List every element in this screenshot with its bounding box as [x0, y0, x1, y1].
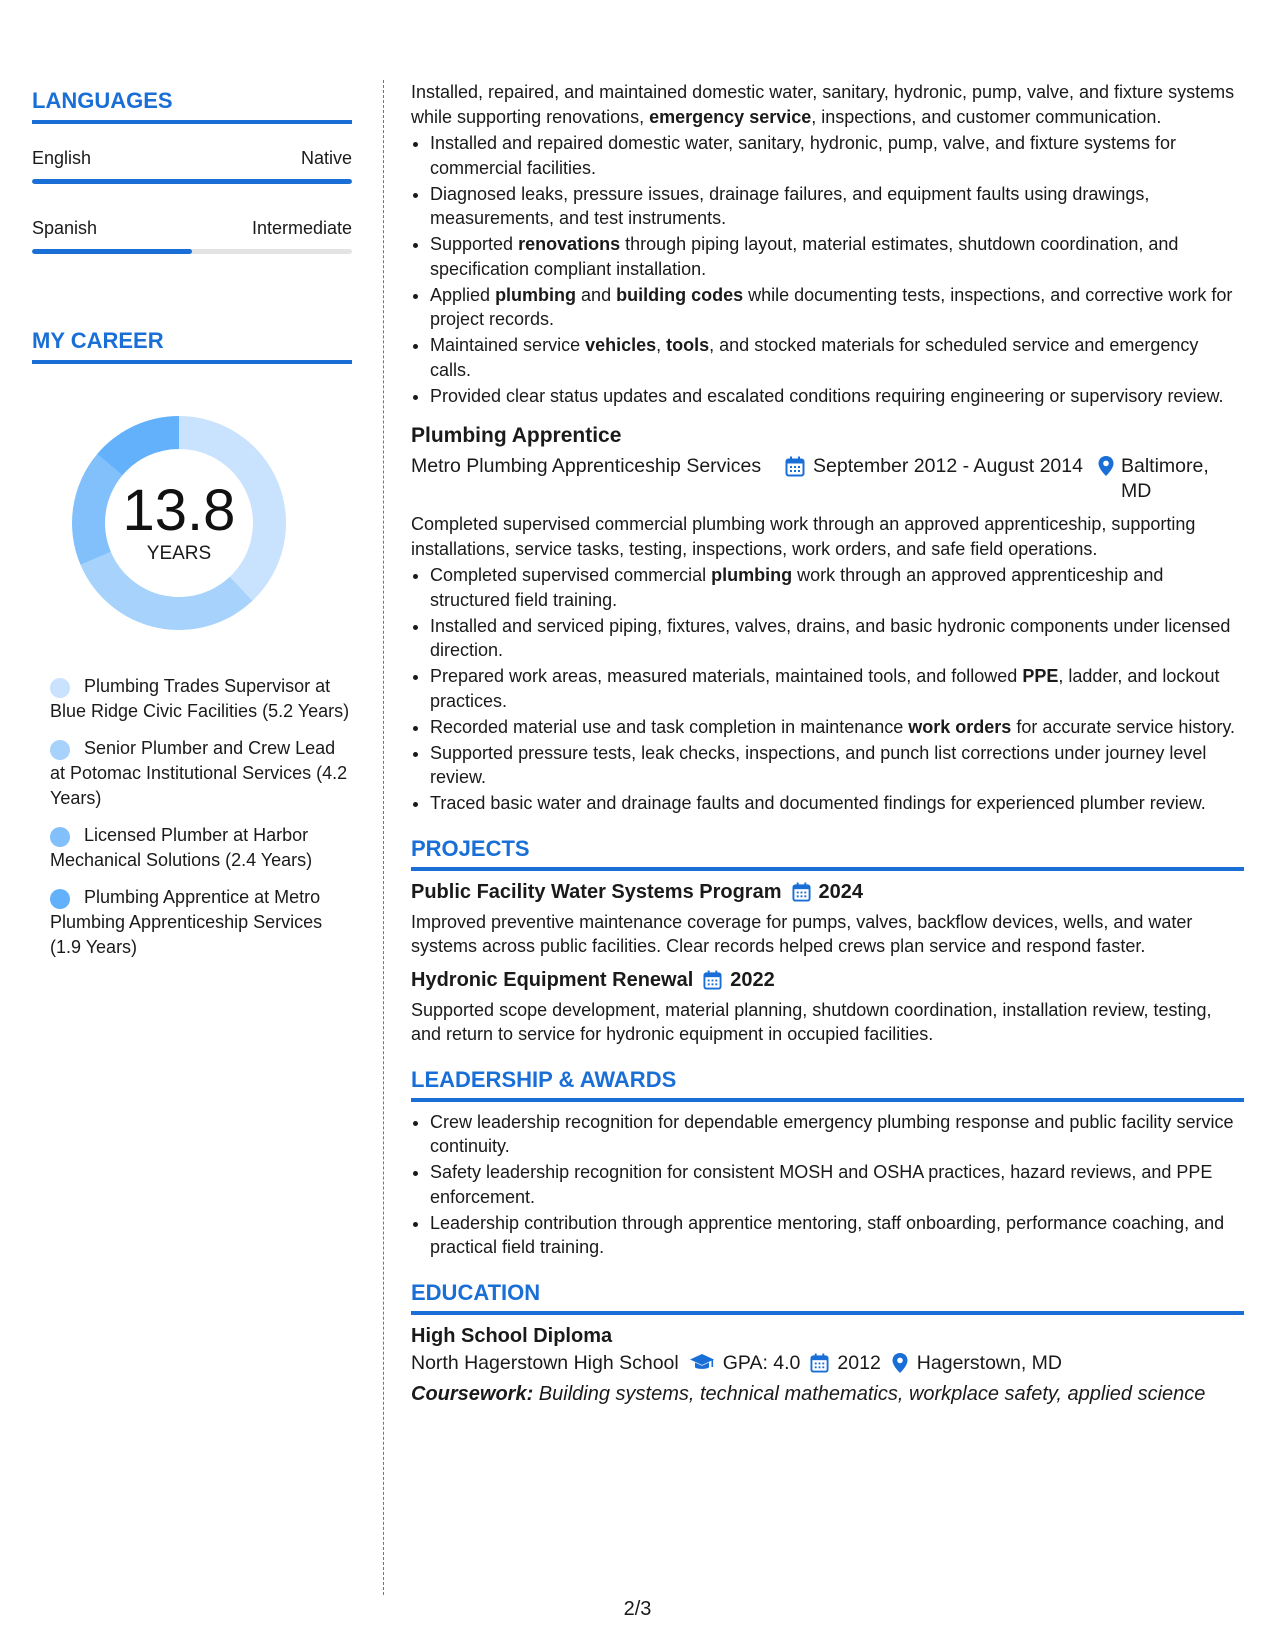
legend-dot-icon: [50, 889, 70, 909]
language-proficiency-fill: [32, 179, 352, 184]
project-date: [703, 969, 775, 992]
language-item: [32, 148, 352, 184]
education-coursework: [411, 1383, 1244, 1406]
legend-dot-icon: [50, 678, 70, 698]
job-bullet: • Supported pressure tests, leak checks, inspections, and punch list corrections under journey level review.: [430, 741, 1244, 790]
job-location-text: Baltimore, MD: [1121, 455, 1209, 502]
project-date: [792, 881, 864, 904]
job-company: Metro Plumbing Apprenticeship Services: [411, 455, 762, 477]
job-bullet: • Completed supervised commercial plumbing work through an approved apprenticeship and structured field training.: [430, 563, 1244, 612]
job-bullet: • Installed and serviced piping, fixtures, valves, drains, and basic hydronic components under licensed direction.: [430, 614, 1244, 663]
calendar-icon: [785, 456, 805, 478]
language-name: English: [32, 148, 92, 168]
award-item: • Safety leadership recognition for consistent MOSH and OSHA practices, hazard reviews, and PPE enforcement.: [430, 1160, 1244, 1209]
total-years-label: YEARS: [146, 543, 212, 564]
career-legend-text: Plumbing Apprentice at Metro Plumbing Apprenticeship Services (1.9 Years): [50, 887, 323, 957]
awards-list: [411, 1110, 1244, 1260]
graduation-cap-icon: [689, 1353, 715, 1373]
education-year: 2012: [837, 1351, 881, 1374]
education-date: [810, 1352, 880, 1375]
legend-dot-icon: [50, 827, 70, 847]
languages-heading: LANGUAGES: [32, 88, 352, 124]
location-pin-icon: [1097, 455, 1115, 477]
project-header: [411, 969, 1244, 992]
career-heading: MY CAREER: [32, 328, 352, 364]
awards-heading: LEADERSHIP & AWARDS: [411, 1067, 1244, 1102]
job-meta: [411, 454, 1244, 504]
location-pin-icon: [891, 1352, 909, 1374]
job-bullet: • Supported renovations through piping layout, material estimates, shutdown coordination, and specification compliant installation.: [430, 232, 1244, 281]
job-bullet: • Prepared work areas, measured materials, maintained tools, and followed PPE, ladder, and lockout practices.: [430, 664, 1244, 713]
language-proficiency-bar: [32, 249, 352, 254]
coursework-label: Coursework:: [411, 1382, 534, 1405]
language-proficiency-fill: [32, 249, 192, 254]
donut-center: [64, 408, 294, 638]
career-legend-text: Senior Plumber and Crew Lead at Potomac Institutional Services (4.2 Years): [50, 738, 348, 808]
education-school: North Hagerstown High School: [411, 1351, 679, 1374]
career-legend-text: Licensed Plumber at Harbor Mechanical Solutions (2.4 Years): [50, 825, 313, 870]
job-title: Plumbing Apprentice: [411, 424, 622, 447]
career-legend: [32, 674, 352, 960]
education-heading: EDUCATION: [411, 1280, 1244, 1315]
career-legend-item: [50, 736, 352, 811]
total-years-value: 13.8: [122, 478, 236, 543]
project-item: [411, 881, 1244, 959]
language-item: [32, 218, 352, 254]
project-description: Improved preventive maintenance coverage for pumps, valves, backflow devices, wells, and water systems across public facilities. Clear records helped crews plan service and respond faster.: [411, 911, 1193, 956]
career-legend-text: Plumbing Trades Supervisor at Blue Ridge Civic Facilities (5.2 Years): [50, 676, 350, 721]
education-location-text: Hagerstown, MD: [916, 1351, 1063, 1374]
job-bullet: • Recorded material use and task completion in maintenance work orders for accurate service history.: [430, 715, 1244, 740]
language-level: Native: [300, 148, 352, 168]
job-bullet: • Installed and repaired domestic water, sanitary, hydronic, pump, valve, and fixture systems for commercial facilities.: [430, 131, 1244, 180]
project-description: Supported scope development, material planning, shutdown coordination, installation review, testing, and return to service for hydronic equipment in occupied facilities.: [411, 999, 1212, 1044]
calendar-icon: [703, 970, 722, 991]
job-dates: [785, 454, 1097, 504]
calendar-icon: [810, 1353, 829, 1374]
education-degree: High School Diploma: [411, 1324, 613, 1347]
job-bullet: • Applied plumbing and building codes while documenting tests, inspections, and corrective work for project records.: [430, 283, 1244, 332]
language-proficiency-bar: [32, 179, 352, 184]
language-name: Spanish: [32, 218, 98, 238]
legend-dot-icon: [50, 740, 70, 760]
project-item: [411, 969, 1244, 1047]
job-summary: Completed supervised commercial plumbing work through an approved apprenticeship, supporting installations, service tasks, testing, inspections, work orders, and safe field operations.: [411, 514, 1196, 559]
education-gpa-text: GPA: 4.0: [722, 1351, 801, 1374]
education-location: [891, 1352, 1062, 1375]
column-divider: [383, 80, 384, 1595]
award-item: • Crew leadership recognition for dependable emergency plumbing response and public facility service continuity.: [430, 1110, 1244, 1159]
career-legend-item: [50, 885, 352, 960]
job-bullet: • Diagnosed leaks, pressure issues, drainage failures, and equipment faults using drawings, measurements, and test instruments.: [430, 182, 1244, 231]
project-year: 2024: [818, 880, 863, 903]
job-bullet: • Traced basic water and drainage faults and documented findings for experienced plumber review.: [430, 791, 1244, 816]
calendar-icon: [792, 882, 811, 903]
page-number: 2/3: [623, 1598, 652, 1620]
education-meta: [411, 1352, 1244, 1375]
career-legend-item: [50, 823, 352, 873]
job-bullet: • Maintained service vehicles, tools, and stocked materials for scheduled service and emergency calls.: [430, 333, 1244, 382]
project-name: Hydronic Equipment Renewal: [411, 968, 694, 991]
job-dates-text: September 2012 - August 2014: [813, 455, 1083, 477]
right-column: [411, 80, 1244, 1406]
project-name: Public Facility Water Systems Program: [411, 880, 782, 903]
projects-heading: PROJECTS: [411, 836, 1244, 871]
coursework-text: Building systems, technical mathematics, workplace safety, applied science: [533, 1382, 1206, 1405]
job-location: [1097, 454, 1244, 504]
project-year: 2022: [730, 968, 775, 991]
education-gpa: [689, 1352, 801, 1375]
job-bullets: [411, 131, 1244, 408]
job-bullet: • Provided clear status updates and escalated conditions requiring engineering or supervisory review.: [430, 384, 1244, 409]
left-column: [32, 88, 352, 972]
career-donut-chart: [64, 408, 294, 638]
language-level: Intermediate: [251, 218, 352, 238]
career-legend-item: [50, 674, 352, 724]
job-bullets: [411, 563, 1244, 816]
project-header: [411, 881, 1244, 904]
award-item: • Leadership contribution through apprentice mentoring, staff onboarding, performance coaching, and practical field training.: [430, 1211, 1244, 1260]
job-summary: Installed, repaired, and maintained domestic water, sanitary, hydronic, pump, valve, and fixture systems while supporting renovations, emergency service, inspections, and customer communication.: [411, 82, 1235, 127]
